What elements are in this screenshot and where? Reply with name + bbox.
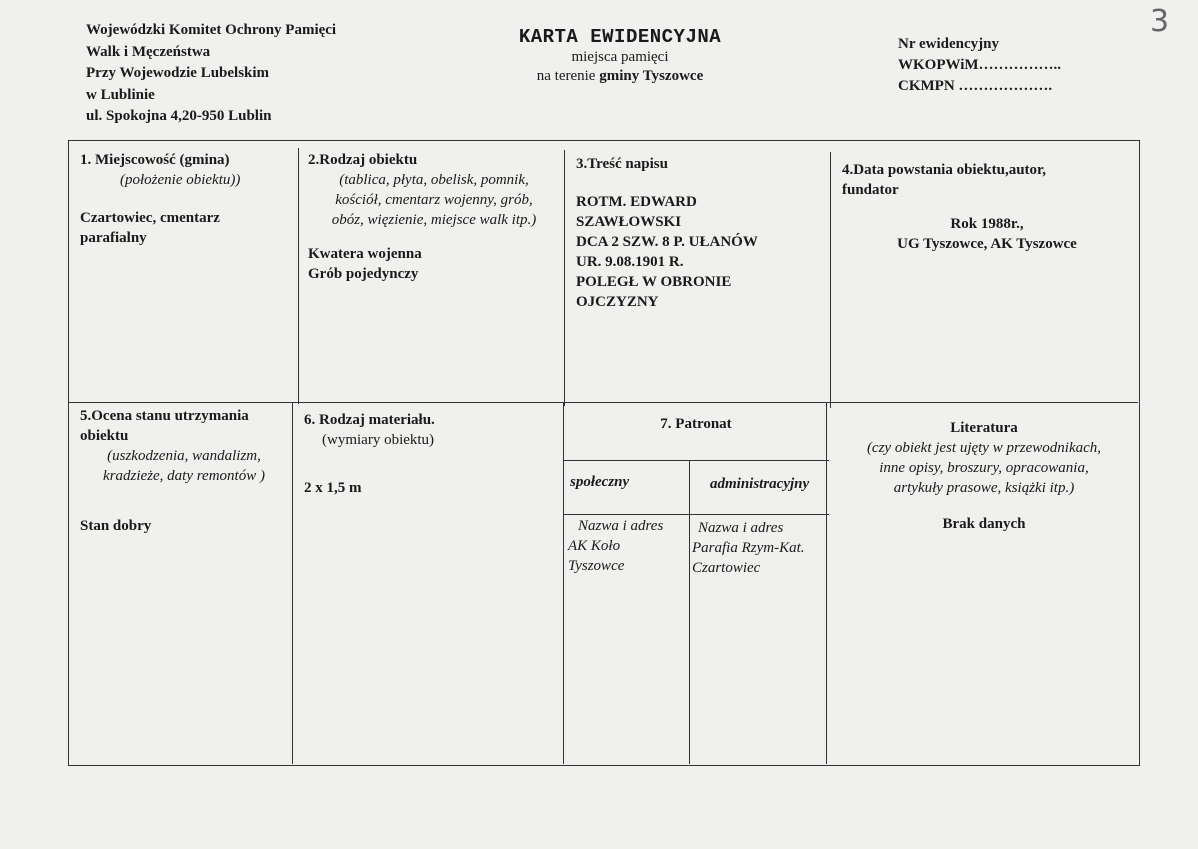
cell-value: UG Tyszowce, AK Tyszowce bbox=[897, 236, 1077, 252]
cell-value: Tyszowce bbox=[568, 558, 625, 574]
registry-wkopwim: WKOPWiM…………….. bbox=[898, 57, 1062, 73]
inscription-line: ROTM. EDWARD bbox=[576, 194, 697, 210]
cell-label: obiektu bbox=[80, 428, 129, 444]
document-area bbox=[470, 67, 770, 86]
cell-hint: (położenie obiektu)) bbox=[120, 172, 241, 188]
registry-numbers bbox=[898, 34, 1061, 97]
inscription-line: OJCZYZNY bbox=[576, 294, 659, 310]
table-divider bbox=[563, 402, 564, 764]
table-divider bbox=[689, 460, 690, 764]
inscription-line: SZAWŁOWSKI bbox=[576, 214, 682, 230]
cell-hint: (tablica, płyta, obelisk, pomnik, bbox=[339, 172, 529, 188]
cell-label: fundator bbox=[842, 182, 899, 198]
page-number: 3 bbox=[1150, 4, 1170, 39]
area-prefix: na terenie bbox=[536, 68, 596, 84]
cell-inscription bbox=[576, 154, 826, 312]
cell-value: Czartowiec bbox=[692, 560, 761, 576]
cell-hint: Nazwa i adres bbox=[578, 518, 664, 534]
cell-condition bbox=[80, 406, 288, 536]
cell-hint: (wymiary obiektu) bbox=[322, 432, 435, 448]
cell-value: Grób pojedynczy bbox=[308, 266, 419, 282]
cell-label: 5.Ocena stanu utrzymania bbox=[80, 408, 249, 424]
table-divider bbox=[292, 402, 293, 764]
document-subtitle: miejsca pamięci bbox=[571, 49, 669, 65]
inscription-line: POLEGŁ W OBRONIE bbox=[576, 274, 732, 290]
issuer-line: w Lublinie bbox=[86, 86, 155, 103]
document-heading bbox=[470, 26, 770, 86]
cell-hint: kościół, cmentarz wojenny, grób, bbox=[335, 192, 533, 208]
inscription-line: DCA 2 SZW. 8 P. UŁANÓW bbox=[576, 234, 758, 250]
table-divider bbox=[563, 460, 829, 461]
cell-label: 4.Data powstania obiektu,autor, bbox=[842, 162, 1047, 178]
table-divider bbox=[826, 402, 827, 764]
cell-hint: (czy obiekt jest ujęty w przewodnikach, bbox=[866, 440, 1102, 456]
table-divider bbox=[564, 150, 565, 406]
cell-hint: kradzieże, daty remontów ) bbox=[103, 468, 265, 484]
cell-value: parafialny bbox=[80, 230, 147, 246]
document-title: KARTA EWIDENCYJNA bbox=[518, 26, 722, 48]
cell-label: 3.Treść napisu bbox=[576, 156, 668, 172]
cell-origin bbox=[842, 160, 1132, 254]
issuer-address bbox=[86, 20, 336, 128]
cell-value: Parafia Rzym-Kat. bbox=[692, 540, 805, 556]
cell-location bbox=[80, 150, 292, 248]
cell-hint: Nazwa i adres bbox=[698, 520, 784, 536]
cell-label: 2.Rodzaj obiektu bbox=[308, 152, 418, 168]
cell-object-type bbox=[308, 150, 560, 284]
inscription-line: UR. 9.08.1901 R. bbox=[576, 254, 684, 270]
table-divider bbox=[563, 514, 829, 515]
table-divider bbox=[830, 152, 831, 408]
issuer-line: Walk i Męczeństwa bbox=[86, 43, 211, 60]
cell-value: 2 x 1,5 m bbox=[304, 480, 362, 496]
registry-label: Nr ewidencyjny bbox=[898, 36, 999, 52]
cell-literature bbox=[836, 418, 1132, 534]
patronage-label: 7. Patronat bbox=[660, 416, 732, 432]
cell-label: Literatura bbox=[950, 420, 1018, 436]
cell-hint: obóz, więzienie, miejsce walk itp.) bbox=[331, 212, 537, 228]
cell-value: Kwatera wojenna bbox=[308, 246, 422, 262]
cell-value: Rok 1988r., bbox=[950, 216, 1024, 232]
issuer-line: Wojewódzki Komitet Ochrony Pamięci bbox=[86, 22, 337, 38]
table-divider bbox=[298, 148, 299, 404]
cell-label: 6. Rodzaj materiału. bbox=[304, 412, 435, 428]
cell-hint: inne opisy, broszury, opracowania, bbox=[879, 460, 1089, 476]
area-name: gminy Tyszowce bbox=[599, 68, 704, 84]
cell-label: 1. Miejscowość (gmina) bbox=[80, 152, 230, 168]
cell-value: Brak danych bbox=[942, 516, 1026, 532]
cell-value: Czartowiec, cmentarz bbox=[80, 210, 220, 226]
patronage-social bbox=[568, 516, 686, 576]
issuer-line: Przy Wojewodzie Lubelskim bbox=[86, 65, 270, 81]
cell-value: Stan dobry bbox=[80, 518, 152, 534]
table-divider bbox=[68, 402, 1138, 403]
cell-material bbox=[304, 410, 558, 498]
patronage-social-label: społeczny bbox=[570, 474, 630, 490]
registry-ckmpn: CKMPN ………………. bbox=[898, 78, 1053, 94]
patronage-admin bbox=[692, 518, 826, 578]
issuer-line: ul. Spokojna 4,20-950 Lublin bbox=[86, 108, 272, 124]
cell-hint: (uszkodzenia, wandalizm, bbox=[107, 448, 261, 464]
patronage-admin-label: administracyjny bbox=[710, 476, 810, 492]
cell-hint: artykuły prasowe, książki itp.) bbox=[893, 480, 1075, 496]
cell-value: AK Koło bbox=[568, 538, 621, 554]
